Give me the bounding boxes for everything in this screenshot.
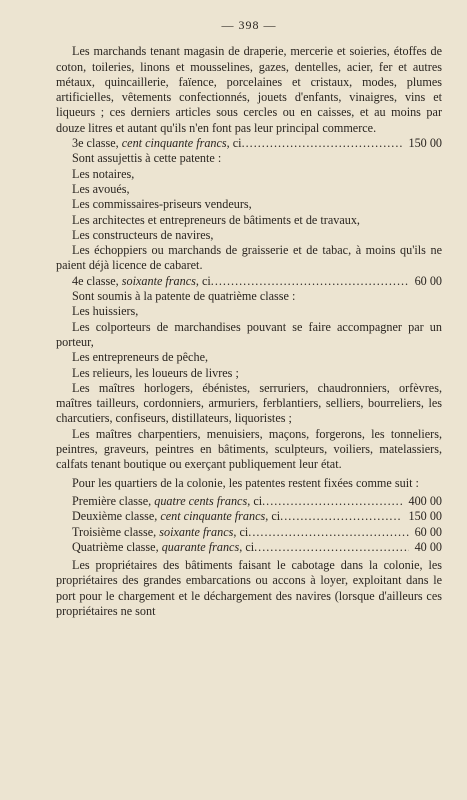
quarter-price-words: quatre cents francs bbox=[154, 493, 248, 508]
list-item: Les relieurs, les loueurs de livres ; bbox=[72, 365, 239, 380]
leader-dots bbox=[262, 494, 402, 509]
quarter-suffix: , ci bbox=[233, 524, 249, 539]
leader-dots bbox=[254, 540, 408, 555]
list-item: Les architectes et entrepreneurs de bâtiments et de travaux, bbox=[72, 212, 360, 227]
quarter-label: Première classe, bbox=[72, 493, 155, 508]
list-item: Les notaires, bbox=[72, 166, 135, 181]
quarter-amount: 400 00 bbox=[408, 493, 442, 508]
class4-line bbox=[56, 274, 442, 289]
class3-heading: Sont assujettis à cette patente : bbox=[72, 151, 222, 166]
class4-heading: Sont soumis à la patente de quatrième classe : bbox=[72, 289, 296, 304]
class3-line bbox=[56, 136, 442, 151]
class4-price-words: soixante francs bbox=[121, 273, 196, 288]
quarter-amount: 60 00 bbox=[414, 524, 442, 539]
quarter-rate-line bbox=[56, 540, 442, 555]
class3-list bbox=[56, 167, 442, 274]
quarter-suffix: , ci bbox=[265, 509, 281, 524]
quarter-price-words: quarante francs bbox=[161, 539, 240, 554]
list-item: Les avoués, bbox=[72, 181, 130, 196]
leader-dots bbox=[211, 274, 409, 289]
class4-label: 4e classe, bbox=[72, 273, 122, 288]
closing-paragraph: Les propriétaires des bâtiments faisant le cabotage dans la colonie, les propriétaires des grandes embarcations ou accons à loyer, exploitant dans le port pour le chargement et le déchargement des navires (lorsque d'ailleurs ces propriétaires ne sont bbox=[56, 558, 442, 618]
class4-amount: 60 00 bbox=[414, 273, 442, 288]
class4-list bbox=[56, 304, 442, 472]
leader-dots bbox=[248, 525, 408, 540]
quarter-suffix: , ci bbox=[239, 539, 255, 554]
list-item: Les maîtres charpentiers, menuisiers, maçons, forgerons, les tonneliers, peintres, graveurs, peintres en bâtiments, sculpteurs, voiliers, matelassiers, calfats tenant boutique ou exerçant publiquement leur état. bbox=[56, 426, 442, 472]
quarters-list bbox=[56, 494, 442, 555]
class3-price-words: cent cinquante francs bbox=[121, 136, 227, 151]
quarter-label: Deuxième classe, bbox=[72, 509, 161, 524]
quarter-rate-line bbox=[56, 525, 442, 540]
intro-paragraph: Les marchands tenant magasin de draperie, mercerie et soieries, étoffes de coton, toileries, linons et mousselines, gazes, dentelles, acier, fer et autres métaux, quincaillerie, faïence, porcelaines et cristaux, modes, plumes artificielles, vêtements confectionnés, jouets d'enfants, vinaigres, vins et liqueurs ; ces derniers articles sous cercles ou en caisses, et au moins par douze litres et autant qu'ils n'en font pas leur principal commerce. bbox=[56, 44, 442, 135]
quarter-label: Quatrième classe, bbox=[72, 539, 162, 554]
class3-amount: 150 00 bbox=[408, 136, 442, 151]
list-item: Les huissiers, bbox=[72, 304, 139, 319]
class3-label: 3e classe, bbox=[72, 136, 122, 151]
document-page bbox=[56, 18, 442, 619]
list-item: Les colporteurs de marchandises pouvant se faire accompagner par un porteur, bbox=[56, 319, 442, 349]
quarter-label: Troisième classe, bbox=[72, 524, 160, 539]
quarter-price-words: soixante francs bbox=[159, 524, 234, 539]
quarter-rate-line bbox=[56, 509, 442, 524]
list-item: Les échoppiers ou marchands de graisserie et de tabac, à moins qu'ils ne paient déjà licence de cabaret. bbox=[56, 243, 442, 273]
quarter-price-words: cent cinquante francs bbox=[160, 509, 266, 524]
class3-suffix: , ci bbox=[226, 136, 242, 151]
quarter-suffix: , ci bbox=[247, 493, 263, 508]
leader-dots bbox=[242, 136, 403, 151]
page-number: — 398 — bbox=[221, 18, 277, 32]
quarter-amount: 150 00 bbox=[408, 509, 442, 524]
quarter-amount: 40 00 bbox=[414, 539, 442, 554]
quarter-rate-line bbox=[56, 494, 442, 509]
list-item: Les maîtres horlogers, ébénistes, serruriers, chaudronniers, orfèvres, maîtres tailleurs, cordonniers, armuriers, ferblantiers, selliers, bourreliers, les charcutiers, confiseurs, distillateurs, liquoristes ; bbox=[56, 380, 442, 426]
leader-dots bbox=[280, 509, 402, 524]
class4-suffix: , ci bbox=[195, 273, 211, 288]
list-item: Les entrepreneurs de pêche, bbox=[72, 350, 209, 365]
quarters-intro: Pour les quartiers de la colonie, les patentes restent fixées comme suit : bbox=[72, 475, 419, 490]
list-item: Les constructeurs de navires, bbox=[72, 227, 214, 242]
list-item: Les commissaires-priseurs vendeurs, bbox=[72, 197, 252, 212]
